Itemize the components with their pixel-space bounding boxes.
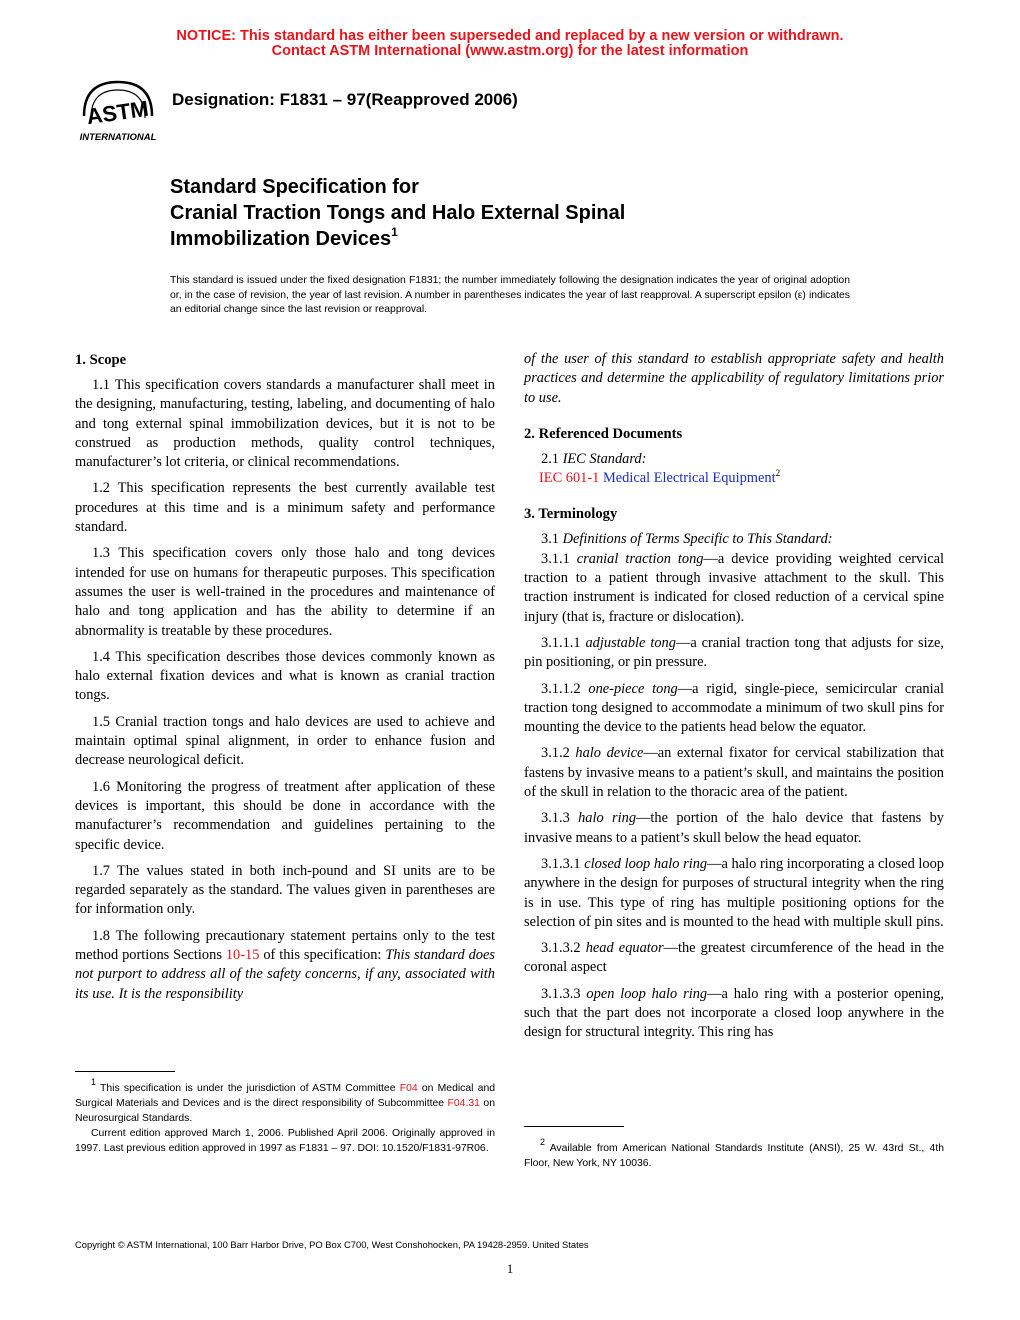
para-1-8-italic: This standard does not purport to address all of the safety concerns, if any, associated with its use. It is the responsibility <box>75 947 495 1002</box>
para-3-1-1-2-num: 3.1.1.2 <box>541 680 589 697</box>
para-3-1-italic: Definitions of Terms Specific to This Standard: <box>562 531 833 548</box>
footnote-2 <box>524 1137 944 1171</box>
notice-line-1: NOTICE: This standard has either been superseded and replaced by a new version or withdrawn. <box>176 28 844 44</box>
footnote-1-post: on Neurosurgical Standards. <box>75 1098 495 1124</box>
footnote-1-pre: This specification is under the jurisdiction of ASTM Committee <box>96 1083 400 1094</box>
logo-text: ASTM <box>84 95 151 130</box>
intro-paragraph: This standard is issued under the fixed designation F1831; the number immediately following the designation indicates the year of original adoption or, in the case of revision, the year of last revision. A number in parentheses indicates the year of last reapproval. A superscript epsilon (ε) indicates an editorial change since the last revision or reapproval. <box>170 275 850 316</box>
para-1-8 <box>75 927 495 1004</box>
footnote-rule-right <box>524 1126 624 1127</box>
term-one-piece-tong: one-piece tong <box>588 680 678 697</box>
para-3-1-3-3-num: 3.1.3.3 <box>541 985 587 1002</box>
designation: Designation: F1831 – 97(Reapproved 2006) <box>172 90 518 109</box>
astm-logo <box>74 76 162 144</box>
para-3-1-3-2 <box>524 939 944 978</box>
right-column <box>524 350 944 1050</box>
title-line-2: Cranial Traction Tongs and Halo External Spinal <box>170 202 626 224</box>
footnote-2-body: Available from American National Standards Institute (ANSI), 25 W. 43rd St., 4th Floor, New York, NY 10036. <box>524 1143 944 1169</box>
para-3-1-3 <box>524 809 944 848</box>
scope-continuation-italic: of the user of this standard to establish appropriate safety and health practices and determine the applicability of regulatory limitations prior to use. <box>524 351 944 406</box>
para-3-1-3-3 <box>524 985 944 1043</box>
para-3-1-1-num: 3.1.1 <box>541 550 577 567</box>
para-1-7: 1.7 The values stated in both inch-pound and SI units are to be regarded separately as the standard. The values given in parentheses are for information only. <box>75 862 495 918</box>
footnote-1 <box>75 1077 496 1156</box>
para-3-1-3-2-text: —the greatest circumference of the head in the coronal aspect <box>524 940 944 976</box>
para-3-1 <box>524 530 944 549</box>
term-adjustable-tong: adjustable tong <box>585 634 676 651</box>
iec-title-link[interactable]: Medical Electrical Equipment <box>599 470 776 487</box>
iec-footnote-ref[interactable]: 2 <box>775 468 781 479</box>
committee-link[interactable]: F04 <box>399 1083 418 1094</box>
title-line-1: Standard Specification for <box>170 176 419 198</box>
footnote-1-mid: on Medical and Surgical Materials and Devices and is the direct responsibility of Subcommittee <box>75 1083 496 1109</box>
title-line-3 <box>170 226 870 252</box>
para-3-1-2-num: 3.1.2 <box>541 745 576 762</box>
para-3-1-3-1-text: —a halo ring incorporating a closed loop anywhere in the design for purposes of structural integrity when the ring is in use. This type of ring has multiple positioning options for the selection of pin sites and is mounted to the head with multiple skull pins. <box>524 855 944 930</box>
para-3-1-3-text: —the portion of the halo device that fastens by invasive means to a patient’s skull below the head equator. <box>524 810 944 846</box>
para-3-1-3-2-num: 3.1.3.2 <box>541 940 586 957</box>
term-closed-loop-halo-ring: closed loop halo ring <box>584 855 708 872</box>
para-1-2: 1.2 This specification represents the best currently available test procedures at this time and is a minimum safety and performance standard. <box>75 480 495 536</box>
document-title <box>170 174 870 252</box>
para-3-1-1-1 <box>524 634 944 673</box>
para-3-1-1-text: —a device providing weighted cervical traction to a patient through invasive attachment to the skull. This traction instrument is indicated for closed reduction of a cervical spine injury (that is, fracture or dislocation). <box>524 550 944 625</box>
para-3-1-3-1-num: 3.1.3.1 <box>541 855 585 872</box>
footnote-1-edition: Current edition approved March 1, 2006. Published April 2006. Originally approved in 1997. Last previous edition approved in 1997 as F1831 – 97. DOI: 10.1520/F1831-97R06. <box>75 1128 495 1154</box>
para-3-1-num: 3.1 <box>541 531 563 548</box>
term-open-loop-halo-ring: open loop halo ring <box>586 985 708 1002</box>
sections-link[interactable]: 10-15 <box>225 947 260 964</box>
para-3-1-1-1-text: —a cranial traction tong that adjusts for size, pin positioning, or pin pressure. <box>524 634 945 671</box>
para-2-1-italic: IEC Standard: <box>562 450 647 467</box>
footnote-1-text <box>75 1077 496 1126</box>
para-2-1-num: 2.1 <box>541 450 563 467</box>
scope-heading: 1. Scope <box>75 352 127 368</box>
title-line-3-text: Immobilization Devices <box>170 228 392 250</box>
footnote-1-marker: 1 <box>91 1077 97 1087</box>
para-1-5: 1.5 Cranial traction tongs and halo devices are used to achieve and maintain optimal spinal alignment, in order to enhance fusion and decrease neurological deficit. <box>75 713 495 769</box>
footnote-rule-left <box>75 1071 175 1072</box>
footnote-2-text <box>524 1137 944 1171</box>
para-1-8-post: of this specification: <box>259 947 386 964</box>
iec-link[interactable]: IEC 601-1 <box>539 470 600 487</box>
astm-logo-icon <box>74 76 162 144</box>
para-3-1-3-1 <box>524 855 944 932</box>
logo-subtitle: INTERNATIONAL <box>79 132 157 143</box>
copyright-notice: Copyright © ASTM International, 100 Barr Harbor Drive, PO Box C700, West Conshohocken, PA 19428-2959. United States <box>75 1239 589 1250</box>
notice-line-2: Contact ASTM International (www.astm.org) for the latest information <box>271 43 749 59</box>
para-3-1-1-2-text: —a rigid, single-piece, semicircular cranial traction tong designed to accommodate a minimum of two skull pins for mounting the device to the patients head below the equator. <box>524 680 945 736</box>
para-1-4: 1.4 This specification describes those devices commonly known as halo external fixation devices and what is known as cranial traction tongs. <box>75 648 495 704</box>
para-1-8-pre: 1.8 The following precautionary statement pertains only to the test method portions Sections <box>75 927 495 964</box>
para-3-1-1-1-num: 3.1.1.1 <box>541 634 586 651</box>
title-footnote-ref[interactable]: 1 <box>391 225 398 239</box>
iec-reference <box>524 469 944 488</box>
term-head-equator: head equator <box>585 940 664 957</box>
para-3-1-2 <box>524 744 944 802</box>
term-halo-device: halo device <box>575 745 644 762</box>
page-number: 1 <box>506 1261 514 1276</box>
para-3-1-3-num: 3.1.3 <box>541 810 579 827</box>
scope-continuation <box>524 350 944 408</box>
para-2-1 <box>524 450 944 469</box>
footnote-2-marker: 2 <box>540 1137 546 1147</box>
para-3-1-1-2 <box>524 680 944 738</box>
para-3-1-2-text: —an external fixator for cervical stabilization that fastens by invasive means to a patient’s skull, and maintains the position of the skull in relation to the thoracic area of the patient. <box>524 745 944 801</box>
para-1-1: 1.1 This specification covers standards a manufacturer shall meet in the designing, manufacturing, testing, labeling, and documenting of halo and tong external spinal immobilization devices, but it is not to be construed as production methods, quality control techniques, manufacturer’s lot criteria, or clinical recommendations. <box>75 377 495 471</box>
para-1-3: 1.3 This specification covers only those halo and tong devices intended for use on humans for therapeutic purposes. This specification assumes the user is well-trained in the procedures and maintenance of halo and tong application and has the ability to determine if an abnormality is treatable by these procedures. <box>75 545 495 639</box>
terminology-heading: 3. Terminology <box>524 506 618 523</box>
left-column <box>75 350 495 1011</box>
term-halo-ring: halo ring <box>578 810 637 827</box>
para-3-1-3-3-text: —a halo ring with a posterior opening, such that the part does not incorporate a closed loop anywhere in the design for structural integrity. This ring has <box>524 985 944 1041</box>
para-3-1-1 <box>524 550 944 627</box>
para-1-6: 1.6 Monitoring the progress of treatment after application of these devices is important, this should be done in accordance with the manufacturer’s recommendation and guidelines pertaining to the specific device. <box>75 778 495 853</box>
term-cranial-traction-tong: cranial traction tong <box>576 550 704 567</box>
referenced-documents-heading: 2. Referenced Documents <box>524 425 683 442</box>
subcommittee-link[interactable]: F04.31 <box>447 1098 480 1109</box>
